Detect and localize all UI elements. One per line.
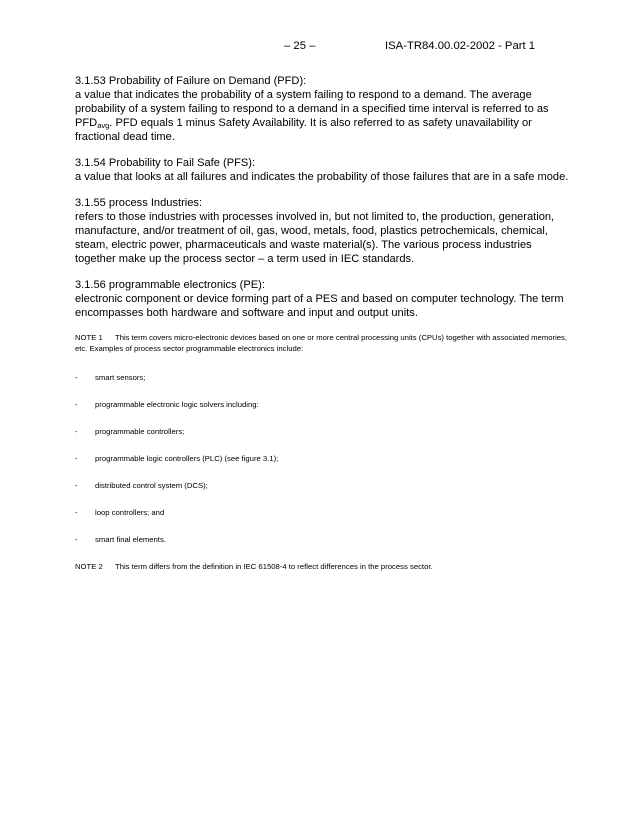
bullet-marker: - bbox=[75, 400, 78, 409]
page-number: – 25 – bbox=[284, 40, 316, 52]
entry-term: 3.1.53 Probability of Failure on Demand (PFD): bbox=[75, 75, 307, 87]
note-2 bbox=[75, 561, 575, 572]
definition-entry-process-industries bbox=[75, 196, 575, 266]
note-label: NOTE 1 bbox=[75, 333, 103, 342]
note-text: This term covers micro-electronic devices based on one or more central processing units (CPUs) together with associated memories, etc. Examples of process sector programmable electronics include: bbox=[75, 333, 568, 353]
list-item-text: distributed control system (DCS); bbox=[95, 481, 208, 490]
list-item-text: programmable electronic logic solvers including: bbox=[95, 400, 259, 409]
list-item-text: programmable logic controllers (PLC) (see figure 3.1); bbox=[95, 454, 279, 463]
pe-examples-list bbox=[75, 372, 575, 545]
list-item bbox=[75, 426, 575, 437]
list-item bbox=[75, 507, 575, 518]
definition-subscript: avg bbox=[97, 121, 110, 130]
bullet-marker: - bbox=[75, 508, 78, 517]
bullet-marker: - bbox=[75, 535, 78, 544]
list-item-text: smart final elements. bbox=[95, 535, 166, 544]
bullet-marker: - bbox=[75, 427, 78, 436]
document-id: ISA-TR84.00.02-2002 - Part 1 bbox=[385, 40, 536, 52]
list-item-text: loop controllers; and bbox=[95, 508, 165, 517]
definition-entry-programmable-electronics bbox=[75, 278, 575, 320]
list-item bbox=[75, 372, 575, 383]
list-item bbox=[75, 534, 575, 545]
entry-term: 3.1.55 process Industries: bbox=[75, 197, 203, 209]
page-content bbox=[75, 74, 575, 572]
note-text: This term differs from the definition in IEC 61508-4 to reflect differences in the process sector. bbox=[115, 562, 433, 571]
definition-entry-pfs bbox=[75, 156, 575, 184]
definition-text-end: . PFD equals 1 minus Safety Availability. It is also referred to as safety unavailability or fractional dead time. bbox=[75, 117, 532, 143]
bullet-marker: - bbox=[75, 454, 78, 463]
entry-term: 3.1.54 Probability to Fail Safe (PFS): bbox=[75, 157, 256, 169]
note-1 bbox=[75, 332, 575, 354]
list-item-text: smart sensors; bbox=[95, 373, 146, 382]
bullet-marker: - bbox=[75, 481, 78, 490]
entry-definition: refers to those industries with processes involved in, but not limited to, the production, generation, manufacture, and/or treatment of oil, gas, wood, metals, food, plastics petrochemicals, chemical, steam, electric power, pharmaceuticals and waste material(s). The various process industries together make up the process sector – a term used in IEC standards. bbox=[75, 211, 555, 265]
note-label: NOTE 2 bbox=[75, 562, 103, 571]
entry-term: 3.1.56 programmable electronics (PE): bbox=[75, 279, 265, 291]
entry-definition bbox=[75, 88, 575, 144]
list-item bbox=[75, 480, 575, 491]
definition-text-start: a value that indicates the probability of a system failing to respond to a demand. The average probability of a system failing to respond to a demand in a specified time interval is referred to as PFD bbox=[75, 89, 549, 129]
entry-definition: electronic component or device forming part of a PES and based on computer technology. The term encompasses both hardware and software and input and output units. bbox=[75, 293, 564, 319]
bullet-marker: - bbox=[75, 373, 78, 382]
list-item bbox=[75, 453, 575, 464]
list-item-text: programmable controllers; bbox=[95, 427, 185, 436]
definition-entry-pfd bbox=[75, 74, 575, 144]
list-item bbox=[75, 399, 575, 410]
entry-definition: a value that looks at all failures and indicates the probability of those failures that are in a safe mode. bbox=[75, 171, 569, 183]
